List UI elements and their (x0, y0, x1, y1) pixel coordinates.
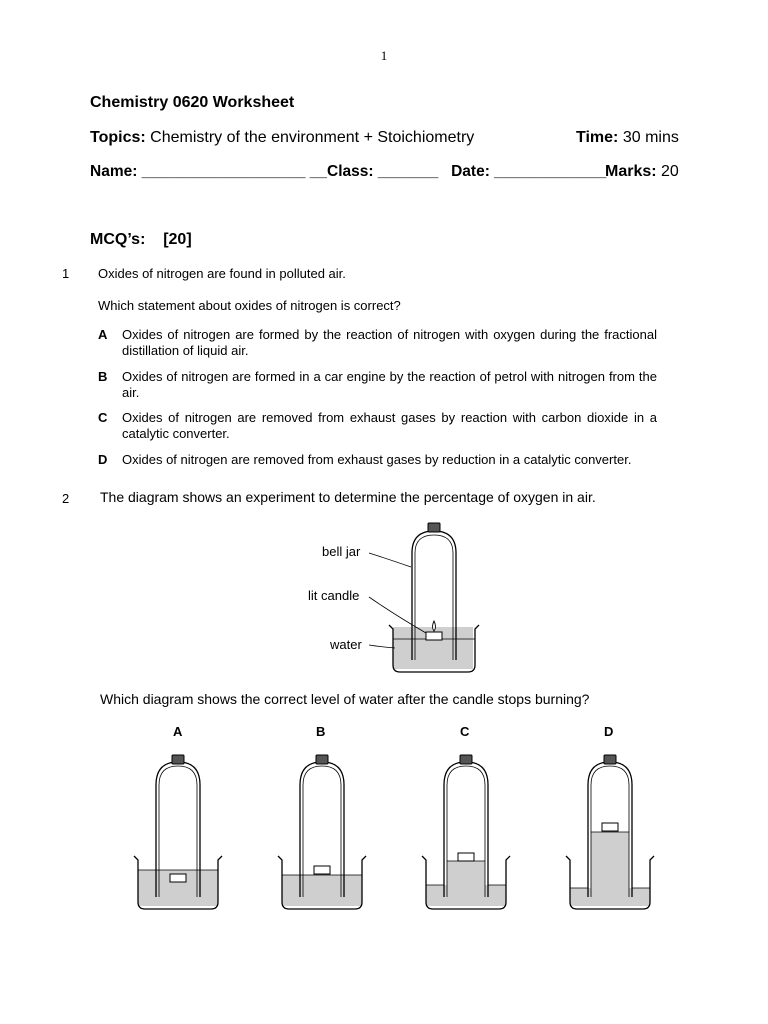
question-number: 2 (62, 491, 70, 506)
name-class-date-line: Name: ___________________ __Class: _______ Date: _____________ (90, 163, 607, 180)
topics-label: Topics: (90, 129, 146, 146)
option-letter-a: A (98, 327, 108, 342)
option-a-diagram (132, 750, 224, 915)
option-b-heading: B (316, 724, 326, 739)
topics-value: Chemistry of the environment + Stoichiometry (145, 129, 475, 146)
question-stem: Oxides of nitrogen are found in polluted air. (98, 266, 346, 281)
question-number: 1 (62, 266, 70, 281)
question-text: Which statement about oxides of nitrogen is correct? (98, 298, 401, 313)
stopper (428, 523, 440, 532)
section-heading: MCQ’s: [20] (90, 231, 192, 248)
label-bell-jar: bell jar (322, 544, 361, 559)
marks-label: Marks: (605, 163, 657, 180)
question-stem: The diagram shows an experiment to determine the percentage of oxygen in air. (100, 489, 596, 505)
option-text-c: Oxides of nitrogen are removed from exhaust gases by reaction with carbon dioxide in a catalytic converter. (122, 410, 657, 441)
time-label: Time: (576, 129, 619, 146)
option-c-heading: C (460, 724, 470, 739)
marks-line (605, 163, 679, 181)
option-d-diagram (564, 750, 656, 915)
option-c-diagram (420, 750, 512, 915)
worksheet-title: Chemistry 0620 Worksheet (90, 94, 295, 111)
question-text: Which diagram shows the correct level of water after the candle stops burning? (100, 691, 590, 707)
marks-value: 20 (656, 163, 679, 180)
page-number: 1 (380, 48, 388, 63)
flame (433, 621, 436, 631)
option-d-heading: D (604, 724, 614, 739)
topics-line (90, 129, 474, 147)
label-lit-candle: lit candle (308, 588, 360, 603)
candle (426, 632, 442, 640)
option-a-heading: A (173, 724, 183, 739)
option-text-b: Oxides of nitrogen are formed in a car engine by the reaction of petrol with nitrogen from the air. (122, 369, 657, 400)
time-value: 30 mins (618, 129, 679, 146)
time-line (576, 129, 679, 147)
option-letter-d: D (98, 452, 108, 467)
option-letter-c: C (98, 410, 108, 425)
option-letter-b: B (98, 369, 108, 384)
option-text-a: Oxides of nitrogen are formed by the reaction of nitrogen with oxygen during the fractional distillation of liquid air. (122, 327, 657, 358)
option-b-diagram (276, 750, 368, 915)
option-text-d: Oxides of nitrogen are removed from exhaust gases by reduction in a catalytic converter. (122, 452, 632, 467)
label-water: water (330, 637, 362, 652)
